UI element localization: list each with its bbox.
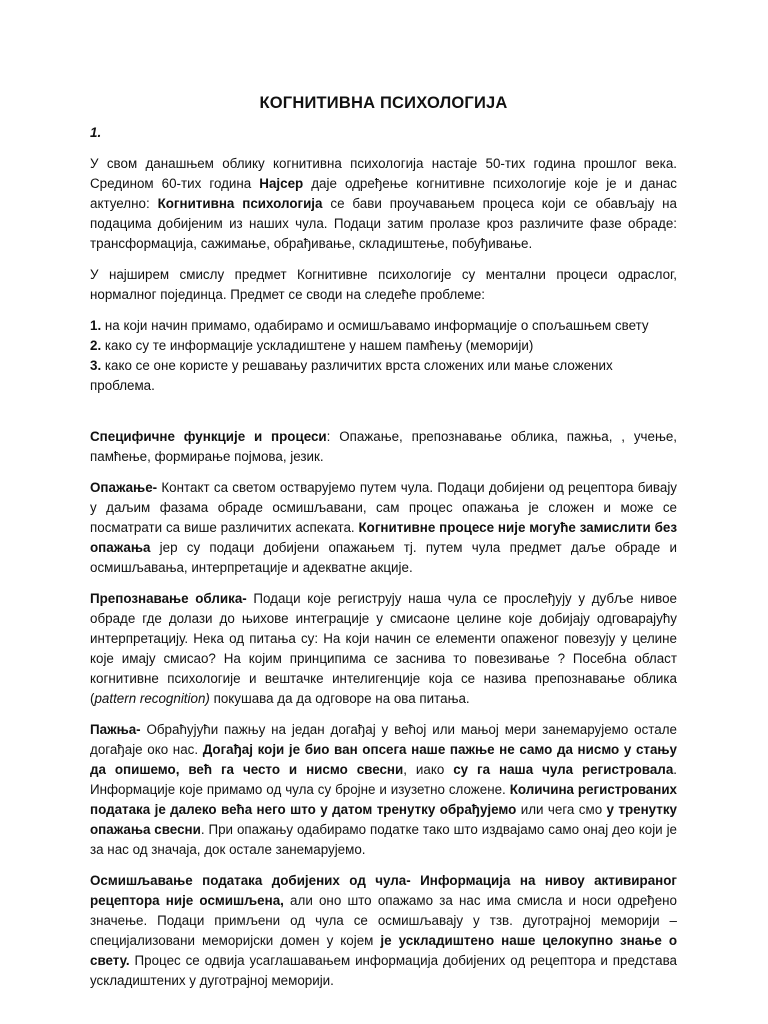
list-item: 1. на који начин примамо, одабирамо и осмишљавамо информације о спољашњем свету	[90, 318, 649, 333]
paragraph-attention: Пажња- Обраћујући пажњу на један догађај у већој или мањој мери занемарујемо остале догађаје око нас. Догађај који је био ван опсега наше пажње не само да нисмо у стању да опишемо, већ га често и нисмо свесни, иако су га наша чула регистровала. Информације које примамо од чула су бројне и изузетно сложене. Количина регистрованих података је далеко већа него што у датом тренутку обрађујемо или чега смо у тренутку опажања свесни. При опажању одабирамо податке тако што издвајамо само онај део који је за нас од значаја, док остале занемарујемо.	[90, 722, 678, 857]
paragraph-perception: Опажање- Контакт са светом остварујемо путем чула. Подаци добијени од рецептора бивају у даљим фазама обраде осмишљавани, сам процес опажања је сложен и може се посматрати са више различитих аспеката. Когнитивне процесе није могуће замислити без опажања јер су подаци добијени опажањем тј. путем чула предмет даље обраде и осмишљавања, интерпретације и адекватне акције.	[90, 480, 677, 575]
section-number: 1.	[90, 125, 102, 140]
paragraph-subject: У најширем смислу предмет Когнитивне психологије су ментални процеси одраслог, нормалног појединца. Предмет се своди на следеће проблеме:	[90, 267, 677, 302]
blank-line	[90, 407, 677, 427]
document-title: КОГНИТИВНА ПСИХОЛОГИЈА	[259, 94, 508, 112]
paragraph-functions: Специфичне функције и процеси: Опажање, препознавање облика, пажња, , учење, памћење, формирање појмова, језик.	[90, 429, 677, 464]
problem-list	[90, 316, 677, 396]
paragraph-intro: У свом данашњем облику когнитивна психологија настаје 50-тих година прошлог века. Средином 60-тих година Најсер даје одређење когнитивне психологије које је и данас актуелно: Когнитивна психологија се бави проучавањем процеса који се обављају на подацима добијеним из наших чула. Подаци затим пролазе кроз различите фазе обраде: трансформација, сажимање, обрађивање, складиштење, побуђивање.	[90, 156, 677, 251]
paragraph-pattern-recognition: Препознавање облика- Подаци које региструју наша чула се прослеђују у дубље нивое обраде где долази до њихове интеграције у смисаоне целине које добијају одговарајућу интерпретацију. Нека од питања су: На који начин се елементи опаженог повезују у целине које имају смисао? На којим принципима се заснива то повезивање ? Посебна област когнитивне психологије и вештачке интелигенције која се назива препознавање облика (pattern recognition) покушава да да одговоре на ова питања.	[90, 591, 677, 706]
list-item: 2. како су те информације ускладиштене у нашем памћењу (меморији)	[90, 338, 534, 353]
document-page	[90, 92, 677, 1002]
list-item: 3. како се оне користе у решавању различитих врста сложених или мање сложених проблема.	[90, 358, 613, 393]
paragraph-meaning: Осмишљавање података добијених од чула- Информација на нивоу активираног рецептора није осмишљена, али оно што опажамо за нас има смисла и носи одређено значење. Подаци примљени од чула се осмишљавају у тзв. дуготрајној меморији – специјализовани меморијски домен у којем је ускладиштено наше целокупно знање о свету. Процес се одвија усаглашавањем информација добијених од рецептора и представа ускладиштених у дуготрајној меморији.	[90, 873, 677, 988]
